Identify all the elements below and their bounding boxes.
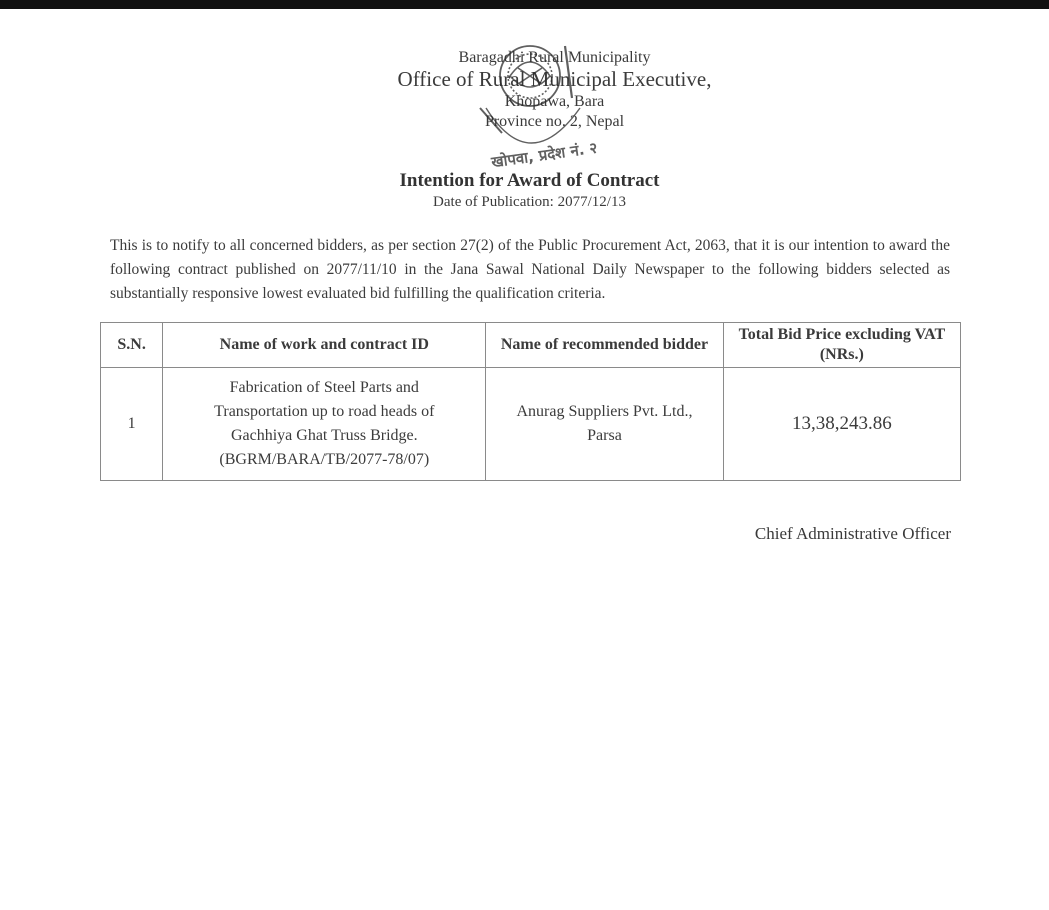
header-price: Total Bid Price excluding VAT (NRs.) <box>723 323 960 368</box>
bidder-line: Anurag Suppliers Pvt. Ltd., <box>516 403 693 420</box>
work-line: Fabrication of Steel Parts and <box>229 379 419 396</box>
work-line: (BGRM/BARA/TB/2077-78/07) <box>219 451 430 468</box>
award-table <box>100 322 961 481</box>
work-line: Gachhiya Ghat Truss Bridge. <box>230 427 418 444</box>
municipality-name: Baragadhi Rural Municipality <box>458 49 651 66</box>
bidder-line: Parsa <box>587 427 622 444</box>
signatory-title: Chief Administrative Officer <box>754 524 951 543</box>
table-row <box>101 368 961 481</box>
publication-date: Date of Publication: 2077/12/13 <box>433 194 626 210</box>
province-line: Province no. 2, Nepal <box>484 112 625 130</box>
header-bidder: Name of recommended bidder <box>486 323 723 368</box>
seal-text: खोपवा, प्रदेश नं. २ <box>490 138 599 172</box>
notice-body: This is to notify to all concerned bidders, as per section 27(2) of the Public Procurement Act, 2063, that it is our intention to award the following contract published on 2077/11/10 in the Jana Sawal National Daily Newspaper to the following bidders selected as substantially responsive lowest evaluated bid fulfilling the qualification criteria. <box>110 237 950 302</box>
cell-bidder <box>486 368 723 481</box>
top-scan-border <box>0 0 1049 9</box>
office-location: Khopawa, Bara <box>504 93 605 111</box>
work-line: Transportation up to road heads of <box>214 403 435 420</box>
notice-title: Intention for Award of Contract <box>399 170 660 191</box>
header-sn: S.N. <box>101 323 163 368</box>
cell-price: 13,38,243.86 <box>723 368 960 481</box>
table-header-row <box>101 323 961 368</box>
office-name: Office of Rural Municipal Executive, <box>397 67 712 92</box>
cell-work <box>163 368 486 481</box>
header-work: Name of work and contract ID <box>163 323 486 368</box>
cell-sn: 1 <box>101 368 163 481</box>
official-seal-stamp <box>450 38 610 188</box>
